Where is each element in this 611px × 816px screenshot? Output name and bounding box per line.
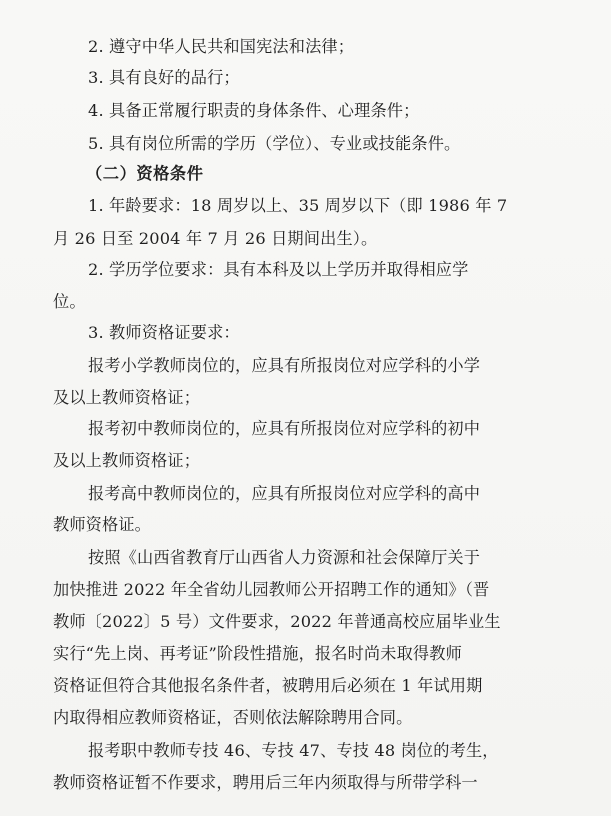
text-line: 位。 bbox=[53, 292, 86, 311]
text-line: 报考职中教师专技 46、专技 47、专技 48 岗位的考生， bbox=[88, 741, 499, 760]
text-line: 实行“先上岗、再考证”阶段性措施，报名时尚未取得教师 bbox=[53, 644, 462, 663]
text-line: 5. 具有岗位所需的学历（学位）、专业或技能条件。 bbox=[88, 134, 461, 153]
text-line: 报考初中教师岗位的，应具有所报岗位对应学科的初中 bbox=[88, 419, 481, 438]
text-line: 3. 教师资格证要求： bbox=[88, 323, 240, 342]
text-line: 及以上教师资格证； bbox=[53, 451, 201, 470]
text-line: 及以上教师资格证； bbox=[53, 388, 201, 407]
text-line: 资格证但符合其他报名条件者，被聘用后必须在 1 年试用期 bbox=[53, 676, 483, 695]
text-line: 3. 具有良好的品行； bbox=[88, 68, 240, 87]
text-line: 教师〔2022〕5 号）文件要求，2022 年普通高校应届毕业生 bbox=[53, 612, 501, 631]
text-line: 报考高中教师岗位的，应具有所报岗位对应学科的高中 bbox=[88, 484, 481, 503]
text-line: 4. 具备正常履行职责的身体条件、心理条件； bbox=[88, 101, 420, 120]
text-line: 1. 年龄要求：18 周岁以上、35 周岁以下（即 1986 年 7 bbox=[88, 196, 508, 215]
text-line: 2. 学历学位要求：具有本科及以上学历并取得相应学 bbox=[88, 260, 469, 279]
text-line: 教师资格证。 bbox=[53, 515, 152, 534]
text-line: 按照《山西省教育厅山西省人力资源和社会保障厅关于 bbox=[88, 548, 481, 567]
section-heading: （二）资格条件 bbox=[86, 164, 204, 183]
text-line: 报考小学教师岗位的，应具有所报岗位对应学科的小学 bbox=[88, 356, 481, 375]
text-line: 内取得相应教师资格证，否则依法解除聘用合同。 bbox=[53, 708, 413, 727]
text-line: 2. 遵守中华人民共和国宪法和法律； bbox=[88, 37, 355, 56]
text-line: 教师资格证暂不作要求，聘用后三年内须取得与所带学科一 bbox=[53, 773, 478, 792]
text-line: 月 26 日至 2004 年 7 月 26 日期间出生）。 bbox=[53, 229, 378, 248]
text-line: 加快推进 2022 年全省幼儿园教师公开招聘工作的通知》（晋 bbox=[53, 580, 490, 599]
